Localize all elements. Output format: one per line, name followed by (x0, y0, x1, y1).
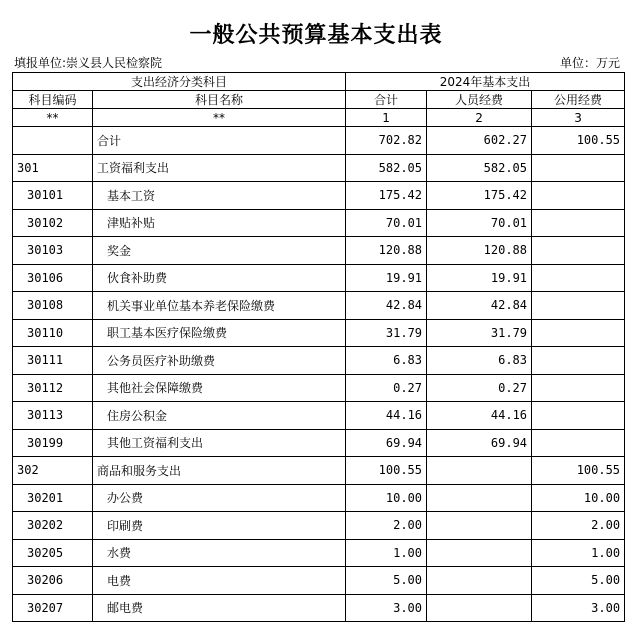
total-cell: 120.88 (346, 237, 427, 265)
personnel-cell: 69.94 (427, 429, 532, 457)
personnel-cell (427, 539, 532, 567)
personnel-cell: 31.79 (427, 319, 532, 347)
table-row (13, 237, 625, 265)
public-cell (532, 154, 625, 182)
total-cell: 702.82 (346, 127, 427, 155)
public-cell: 2.00 (532, 512, 625, 540)
header-row-index (13, 109, 625, 127)
public-cell (532, 374, 625, 402)
name-cell: 住房公积金 (93, 402, 346, 430)
total-cell: 19.91 (346, 264, 427, 292)
total-cell: 70.01 (346, 209, 427, 237)
total-cell: 2.00 (346, 512, 427, 540)
personnel-cell: 120.88 (427, 237, 532, 265)
total-cell: 175.42 (346, 182, 427, 210)
personnel-cell (427, 484, 532, 512)
table-row (13, 292, 625, 320)
name-cell: 工资福利支出 (93, 154, 346, 182)
table-row (13, 512, 625, 540)
total-cell: 31.79 (346, 319, 427, 347)
table-row (13, 374, 625, 402)
table-row (13, 347, 625, 375)
total-cell: 100.55 (346, 457, 427, 485)
total-cell: 582.05 (346, 154, 427, 182)
header-personnel: 人员经费 (427, 91, 532, 109)
public-cell (532, 429, 625, 457)
public-cell: 3.00 (532, 594, 625, 622)
header-classification: 支出经济分类科目 (13, 73, 346, 91)
code-cell: 30202 (13, 512, 93, 540)
name-cell: 机关事业单位基本养老保险缴费 (93, 292, 346, 320)
code-cell: 30207 (13, 594, 93, 622)
name-cell: 水费 (93, 539, 346, 567)
table-row (13, 319, 625, 347)
header-star-name: ** (93, 109, 346, 127)
name-cell: 职工基本医疗保险缴费 (93, 319, 346, 347)
table-row (13, 182, 625, 210)
code-cell: 30102 (13, 209, 93, 237)
code-cell: 302 (13, 457, 93, 485)
header-basic-expenditure: 2024年基本支出 (346, 73, 625, 91)
public-cell (532, 292, 625, 320)
personnel-cell (427, 457, 532, 485)
public-cell (532, 402, 625, 430)
header-code: 科目编码 (13, 91, 93, 109)
total-cell: 0.27 (346, 374, 427, 402)
personnel-cell: 582.05 (427, 154, 532, 182)
table-row (13, 457, 625, 485)
reporting-unit: 填报单位:崇义县人民检察院 (14, 56, 163, 70)
total-cell: 69.94 (346, 429, 427, 457)
public-cell (532, 319, 625, 347)
personnel-cell: 6.83 (427, 347, 532, 375)
table-row (13, 567, 625, 595)
name-cell: 商品和服务支出 (93, 457, 346, 485)
code-cell: 30106 (13, 264, 93, 292)
table-row (13, 484, 625, 512)
table-row (13, 154, 625, 182)
personnel-cell: 602.27 (427, 127, 532, 155)
personnel-cell: 42.84 (427, 292, 532, 320)
code-cell (13, 127, 93, 155)
name-cell: 电费 (93, 567, 346, 595)
total-cell: 44.16 (346, 402, 427, 430)
header-index-1: 1 (346, 109, 427, 127)
total-cell: 6.83 (346, 347, 427, 375)
name-cell: 津贴补贴 (93, 209, 346, 237)
total-cell: 3.00 (346, 594, 427, 622)
public-cell (532, 182, 625, 210)
total-cell: 42.84 (346, 292, 427, 320)
personnel-cell: 44.16 (427, 402, 532, 430)
code-cell: 30108 (13, 292, 93, 320)
name-cell: 其他工资福利支出 (93, 429, 346, 457)
header-name: 科目名称 (93, 91, 346, 109)
public-cell (532, 209, 625, 237)
code-cell: 30101 (13, 182, 93, 210)
code-cell: 30103 (13, 237, 93, 265)
table-row (13, 539, 625, 567)
total-cell: 5.00 (346, 567, 427, 595)
personnel-cell: 70.01 (427, 209, 532, 237)
page-title: 一般公共预算基本支出表 (189, 22, 443, 48)
name-cell: 基本工资 (93, 182, 346, 210)
budget-table (12, 72, 625, 622)
public-cell: 5.00 (532, 567, 625, 595)
header-row-columns (13, 91, 625, 109)
code-cell: 30201 (13, 484, 93, 512)
header-public: 公用经费 (532, 91, 625, 109)
personnel-cell: 175.42 (427, 182, 532, 210)
code-cell: 30112 (13, 374, 93, 402)
header-index-2: 2 (427, 109, 532, 127)
code-cell: 30110 (13, 319, 93, 347)
personnel-cell (427, 567, 532, 595)
code-cell: 30206 (13, 567, 93, 595)
table-row (13, 264, 625, 292)
name-cell: 印刷费 (93, 512, 346, 540)
name-cell: 合计 (93, 127, 346, 155)
name-cell: 奖金 (93, 237, 346, 265)
table-row (13, 127, 625, 155)
public-cell (532, 237, 625, 265)
name-cell: 伙食补助费 (93, 264, 346, 292)
currency-unit: 单位：万元 (559, 56, 620, 70)
header-index-3: 3 (532, 109, 625, 127)
code-cell: 301 (13, 154, 93, 182)
code-cell: 30199 (13, 429, 93, 457)
code-cell: 30205 (13, 539, 93, 567)
table-row (13, 594, 625, 622)
table-row (13, 209, 625, 237)
personnel-cell: 19.91 (427, 264, 532, 292)
public-cell: 1.00 (532, 539, 625, 567)
header-star-code: ** (13, 109, 93, 127)
code-cell: 30111 (13, 347, 93, 375)
public-cell (532, 264, 625, 292)
header-total: 合计 (346, 91, 427, 109)
public-cell: 10.00 (532, 484, 625, 512)
name-cell: 邮电费 (93, 594, 346, 622)
table-row (13, 402, 625, 430)
public-cell (532, 347, 625, 375)
public-cell: 100.55 (532, 457, 625, 485)
name-cell: 办公费 (93, 484, 346, 512)
personnel-cell (427, 594, 532, 622)
personnel-cell: 0.27 (427, 374, 532, 402)
total-cell: 1.00 (346, 539, 427, 567)
public-cell: 100.55 (532, 127, 625, 155)
table-row (13, 429, 625, 457)
header-row-group (13, 73, 625, 91)
name-cell: 其他社会保障缴费 (93, 374, 346, 402)
personnel-cell (427, 512, 532, 540)
name-cell: 公务员医疗补助缴费 (93, 347, 346, 375)
code-cell: 30113 (13, 402, 93, 430)
total-cell: 10.00 (346, 484, 427, 512)
